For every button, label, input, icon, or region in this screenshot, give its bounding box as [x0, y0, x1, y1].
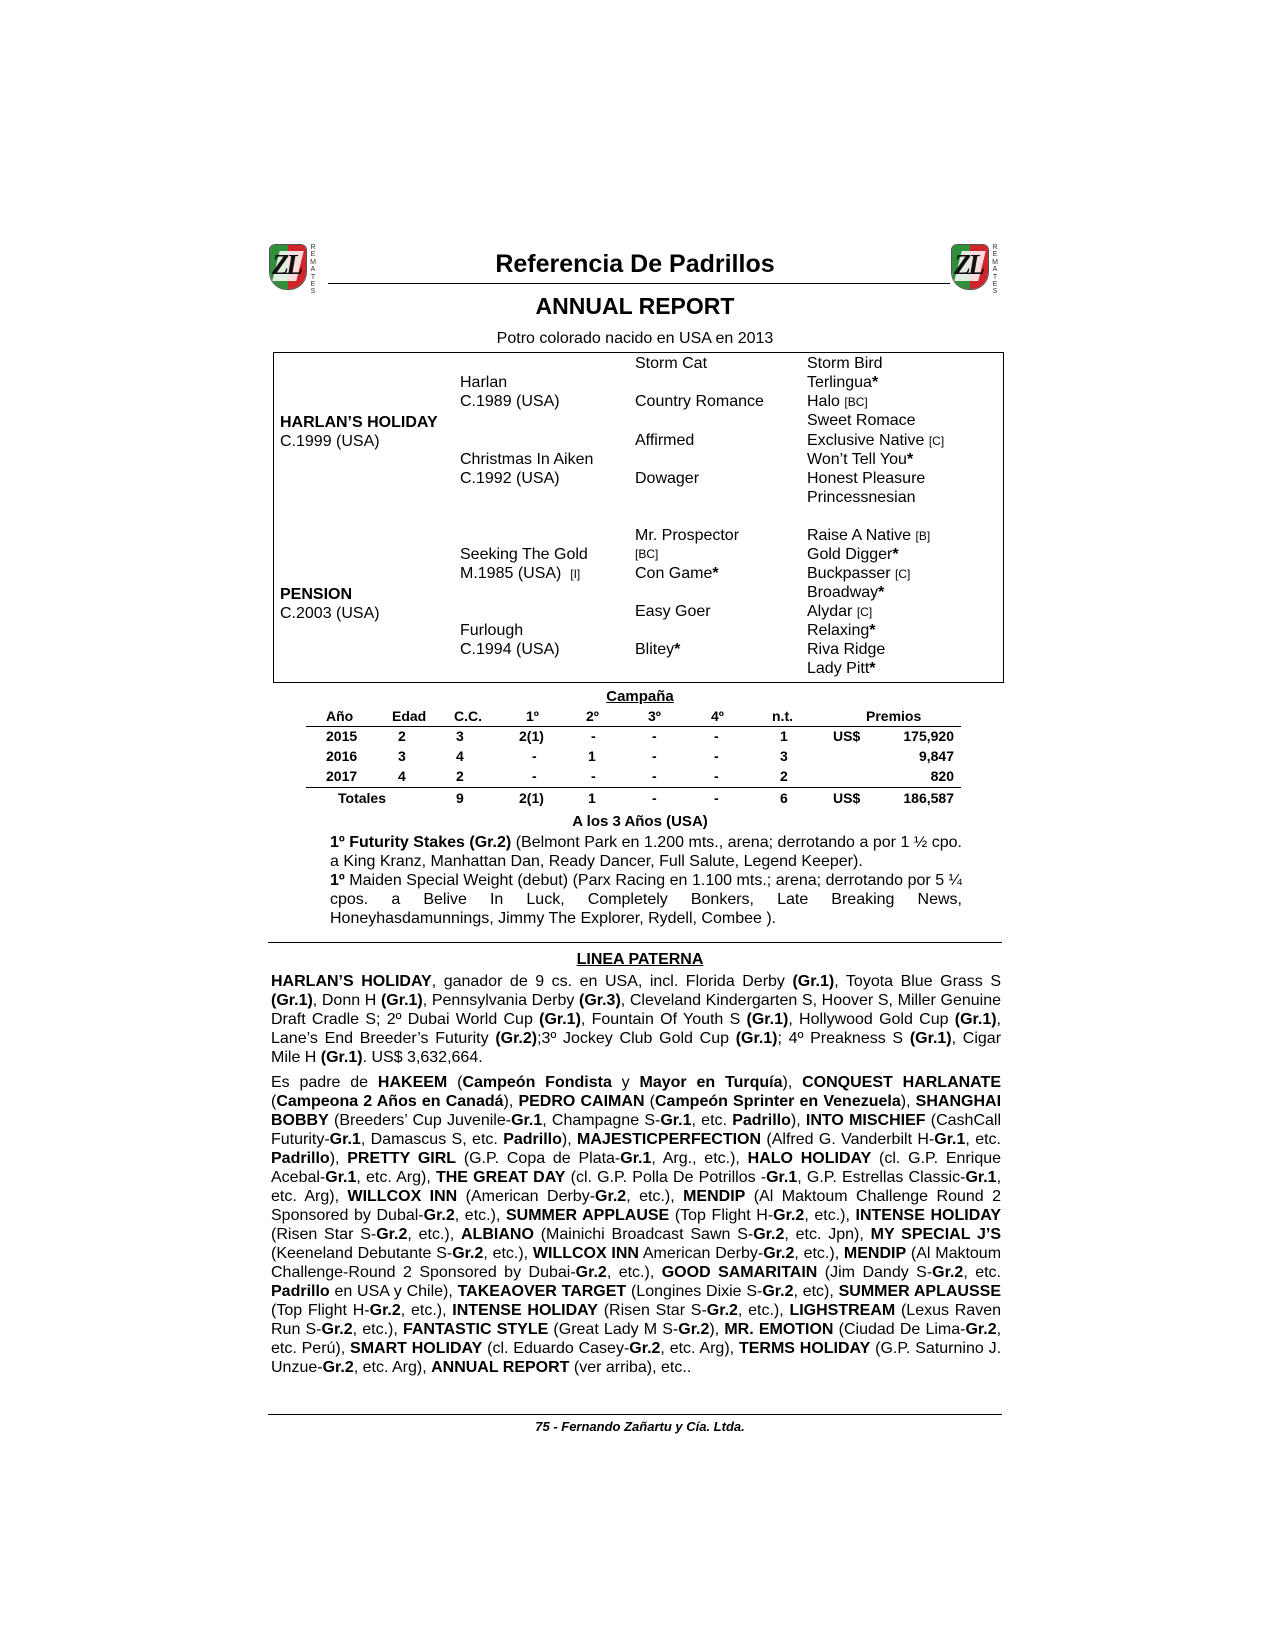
g4-ancestor: Buckpasser [C] — [807, 565, 911, 582]
g2-info: C.1994 (USA) — [460, 641, 560, 658]
table-row: 2016 3 4 - 1 - - 3 9,847 — [326, 748, 954, 764]
g4-ancestor: Halo [BC] — [807, 393, 868, 410]
g4-ancestor: Lady Pitt* — [807, 660, 876, 677]
sire-name: HARLAN’S HOLIDAY — [280, 414, 438, 431]
horse-name: ANNUAL REPORT — [535, 293, 735, 319]
g3-ancestor: Easy Goer — [635, 603, 711, 620]
g4-ancestor: Princessnesian — [807, 489, 916, 506]
g4-ancestor: Storm Bird — [807, 355, 883, 372]
g3-tag: [BC] — [635, 547, 659, 561]
g4-ancestor: Exclusive Native [C] — [807, 432, 945, 449]
g4-ancestor: Alydar [C] — [807, 603, 873, 620]
g4-ancestor: Won’t Tell You* — [807, 451, 914, 468]
g4-ancestor: Broadway* — [807, 584, 885, 601]
g3-ancestor: Affirmed — [635, 432, 695, 449]
page-title: Referencia De Padrillos — [495, 250, 775, 278]
page-footer: 75 - Fernando Zañartu y Cía. Ltda. — [535, 1419, 745, 1434]
g3-ancestor: Dowager — [635, 470, 700, 487]
g3-ancestor: Mr. Prospector — [635, 527, 740, 544]
g3-ancestor: Country Romance — [635, 393, 764, 410]
campaign-header-row: Año Edad C.C. 1º 2º 3º 4º n.t. Premios — [326, 708, 922, 724]
g4-ancestor: Honest Pleasure — [807, 470, 926, 487]
offspring-paragraph: Es padre de HAKEEM (Campeón Fondista y Mayor en Turquía), CONQUEST HARLANATE (Campeona 2 Años en Canadá), PEDRO CAIMAN (Campeón Sprinter en Venezuela), SHANGHAI BOBBY (Breeders’ Cup Juvenile-Gr.1, Champagne S-Gr.1, etc. Padrillo), INTO MISCHIEF (CashCall Futurity-Gr.1, Damascus S, etc. Padrillo), MAJESTICPERFECTION (Alfred G. Vanderbilt H-Gr.1, etc. Padrillo), PRETTY GIRL (G.P. Copa de Plata-Gr.1, Arg., etc.), HALO HOLIDAY (cl. G.P. Enrique Acebal-Gr.1, etc. Arg), THE GREAT DAY (cl. G.P. Polla De Potrillos -Gr.1, G.P. Estrellas Classic-Gr.1, etc. Arg), WILLCOX INN (American Derby-Gr.2, etc.), MENDIP (Al Maktoum Challenge Round 2 Sponsored by Dubal-Gr.2, etc.), SUMMER APPLAUSE (Top Flight H-Gr.2, etc.), INTENSE HOLIDAY (Risen Star S-Gr.2, etc.), ALBIANO (Mainichi Broadcast Sawn S-Gr.2, etc. Jpn), MY SPECIAL J’S (Keeneland Debutante S-Gr.2, etc.), WILLCOX INN American Derby-Gr.2, etc.), MENDIP (Al Maktoum Challenge-Round 2 Sponsored by Dubai-Gr.2, etc.), GOOD SAMARITAIN (Jim Dandy S-Gr.2, etc. Padrillo en USA y Chile), TAKEAOVER TARGET (Longines Dixie S-Gr.2, etc), SUMMER APLAUSSE (Top Flight H-Gr.2, etc.), INTENSE HOLIDAY (Risen Star S-Gr.2, etc.), LIGHSTREAM (Lexus Raven Run S-Gr.2, etc.), FANTASTIC STYLE (Great Lady M S-Gr.2), MR. EMOTION (Ciudad De Lima-Gr.2, etc. Perú), SMART HOLIDAY (cl. Eduardo Casey-Gr.2, etc. Arg), TERMS HOLIDAY (G.P. Saturnino J. Unzue-Gr.2, etc. Arg), ANNUAL REPORT (ver arriba), etc.. — [271, 1074, 1002, 1376]
table-row: 2017 4 2 - - - - 2 820 — [326, 768, 954, 784]
dam-name: PENSION — [280, 586, 353, 603]
g3-ancestor: Blitey* — [635, 641, 681, 658]
g4-ancestor: Gold Digger* — [807, 546, 899, 563]
sire-info: C.1999 (USA) — [280, 433, 380, 450]
g4-ancestor: Sweet Romace — [807, 412, 916, 429]
pedigree-table — [273, 352, 1004, 683]
g2-info: M.1985 (USA) [I] — [460, 565, 581, 582]
title-divider — [328, 283, 950, 284]
linea-paterna-paragraph: HARLAN’S HOLIDAY, ganador de 9 cs. en USA, incl. Florida Derby (Gr.1), Toyota Blue Grass S (Gr.1), Donn H (Gr.1), Pennsylvania Derby (Gr.3), Cleveland Kindergarten S, Hoover S, Miller Genuine Draft Cradle S; 2º Dubai World Cup (Gr.1), Fountain Of Youth S (Gr.1), Hollywood Gold Cup (Gr.1), Lane’s End Breeder’s Futurity (Gr.2);3º Jockey Club Gold Cup (Gr.1); 4º Preakness S (Gr.1), Cigar Mile H (Gr.1). US$ 3,632,664. — [271, 973, 1002, 1066]
g2-info: C.1992 (USA) — [460, 470, 560, 487]
g2-name: Christmas In Aiken — [460, 451, 594, 468]
dam-info: C.2003 (USA) — [280, 605, 380, 622]
zl-remates-logo-left: ZL R E M A T E S — [269, 244, 321, 290]
g2-info: C.1989 (USA) — [460, 393, 560, 410]
g2-name: Furlough — [460, 622, 524, 639]
g4-ancestor: Terlingua* — [807, 374, 879, 391]
horse-description: Potro colorado nacido en USA en 2013 — [496, 330, 774, 347]
table-row: 2015 2 3 2(1) - - - 1 US$ 175,920 — [326, 728, 954, 744]
race-result: 1º Futurity Stakes (Gr.2) (Belmont Park en 1.200 mts., arena; derrotando a por 1 ½ cpo. a King Kranz, Manhattan Dan, Ready Dancer, Full Salute, Legend Keeper). — [330, 834, 962, 870]
g4-ancestor: Riva Ridge — [807, 641, 886, 658]
section-divider — [268, 942, 1002, 943]
g3-ancestor: Storm Cat — [635, 355, 708, 372]
totals-row: Totales 9 2(1) 1 - - 6 US$ 186,587 — [338, 790, 954, 806]
linea-paterna-title: LINEA PATERNA — [576, 951, 704, 968]
g4-ancestor: Relaxing* — [807, 622, 876, 639]
g3-ancestor: Con Game* — [635, 565, 719, 582]
footer-divider — [268, 1414, 1002, 1415]
race-result: 1º Maiden Special Weight (debut) (Parx Racing en 1.100 mts.; arena; derrotando por 5 ¼ cpos. a Belive In Luck, Completely Bonkers, Late Breaking News, Honeyhasdamunnings, Jimmy The Explorer, Rydell, Combee ). — [330, 872, 962, 927]
g4-ancestor: Raise A Native [B] — [807, 527, 931, 544]
g2-name: Harlan — [460, 374, 508, 391]
zl-remates-logo-right: ZL R E M A T E S — [951, 244, 1003, 290]
races-age-title: A los 3 Años (USA) — [572, 813, 708, 830]
g2-name: Seeking The Gold — [460, 546, 588, 563]
campaign-title: Campaña — [606, 688, 674, 705]
logo-vertical-text: R E M A T E S — [310, 244, 316, 296]
